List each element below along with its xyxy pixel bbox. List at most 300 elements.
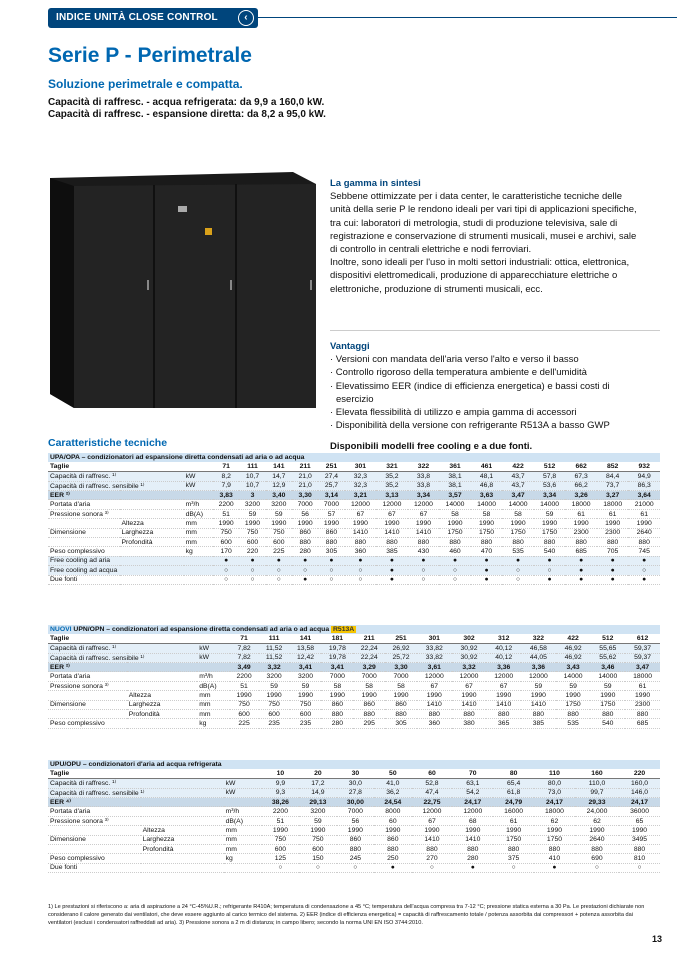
table-cell: 19,78 (321, 653, 353, 662)
table-cell: 1990 (230, 691, 259, 700)
table-cell: 24,17 (534, 798, 575, 807)
table-cell: 1410 (452, 700, 487, 709)
table-cell: 3,26 (565, 491, 597, 500)
table-cell: 1990 (597, 519, 629, 528)
table-cell: 1410 (486, 700, 521, 709)
table-cell: 2640 (628, 528, 660, 537)
table-cell: 150 (299, 854, 336, 863)
table-cell: 61 (625, 681, 660, 690)
table-cell: 3,83 (213, 491, 239, 500)
table-cell: 1410 (452, 835, 493, 844)
table-cell: 21,0 (292, 472, 318, 481)
table-cell: 41,0 (374, 779, 411, 788)
table-cell: 47,4 (412, 788, 453, 797)
table-cell: ● (534, 575, 566, 584)
table-cell: 1750 (471, 528, 503, 537)
table-cell: 750 (239, 528, 265, 537)
table-cell: 1750 (439, 528, 471, 537)
table-cell: 32,3 (345, 472, 377, 481)
table-cell: 67 (412, 816, 453, 825)
table-cell: 880 (337, 845, 374, 854)
table-cell: 1990 (628, 519, 660, 528)
table-cell: 53,6 (534, 481, 566, 490)
table-cell: 1410 (408, 528, 440, 537)
page-number: 13 (652, 934, 663, 944)
table-cell: 3,41 (290, 663, 322, 672)
table-cell: 880 (534, 538, 566, 547)
table-cell: 26,92 (385, 644, 417, 653)
table-cell: 880 (486, 710, 521, 719)
table-cell: 860 (385, 700, 417, 709)
table-cell: 1990 (262, 826, 299, 835)
table-cell: 12000 (452, 807, 493, 816)
table-cell: ○ (628, 566, 660, 575)
table-cell: 99,7 (575, 788, 619, 797)
table-cell: 880 (521, 710, 556, 719)
table-cell: 250 (374, 854, 411, 863)
table-cell: ○ (299, 863, 336, 872)
table-cell: 44,05 (521, 653, 556, 662)
table-cell: 225 (266, 547, 292, 556)
table-cell: 3200 (299, 807, 336, 816)
table-cell: 540 (590, 719, 625, 728)
table-row (48, 575, 660, 584)
table-cell: 46,92 (556, 644, 591, 653)
table-cell: ● (565, 556, 597, 565)
table-cell: 1990 (299, 826, 336, 835)
table-cell: 51 (230, 681, 259, 690)
taglia-cell: 932 (628, 462, 660, 471)
table-cell: ● (374, 863, 411, 872)
taglia-cell: 80 (493, 769, 534, 778)
table-cell: 750 (259, 700, 290, 709)
table-cell: 880 (292, 538, 318, 547)
table-cell: 67 (486, 681, 521, 690)
table-cell: 8000 (374, 807, 411, 816)
taglia-cell: 20 (299, 769, 336, 778)
table-cell: 40,12 (486, 653, 521, 662)
table-cell: 59 (556, 681, 591, 690)
table-cell: 305 (385, 719, 417, 728)
table-cell: ● (408, 556, 440, 565)
table-cell: 220 (239, 547, 265, 556)
table-cell: 1990 (625, 691, 660, 700)
table-cell: 59 (590, 681, 625, 690)
table-cell: 600 (239, 538, 265, 547)
table-cell: 24,17 (452, 798, 493, 807)
taglia-cell: 361 (439, 462, 471, 471)
table-cell: 29,13 (299, 798, 336, 807)
taglia-cell: 220 (619, 769, 660, 778)
table-cell: 10,7 (239, 481, 265, 490)
row-unit: m³/h (197, 672, 229, 681)
table-cell: 160,0 (619, 779, 660, 788)
table-cell: 59,37 (625, 644, 660, 653)
table-cell: 33,82 (417, 653, 452, 662)
table-cell: 600 (290, 710, 322, 719)
row-unit: mm (184, 538, 213, 547)
capacity-direct-expansion: Capacità di raffresc. - espansione diretta: da 8,2 a 95,0 kW. (48, 109, 326, 120)
table-cell: 705 (597, 547, 629, 556)
table-cell: ● (471, 556, 503, 565)
table-cell: 280 (452, 854, 493, 863)
row-unit: mm (184, 528, 213, 537)
table-cell: 860 (374, 835, 411, 844)
table-cell: ○ (266, 575, 292, 584)
table-row (48, 779, 660, 788)
table-cell: 1750 (493, 835, 534, 844)
capacity-chilled-water: Capacità di raffresc. - acqua refrigerata: da 9,9 a 160,0 kW. (48, 97, 325, 108)
table-cell: 21000 (628, 500, 660, 509)
table-cell: 880 (502, 538, 534, 547)
table-cell: ● (376, 575, 408, 584)
table-cell: 30,0 (337, 779, 374, 788)
table-cell: 750 (299, 835, 336, 844)
table-cell: 18000 (597, 500, 629, 509)
row-unit: mm (224, 835, 262, 844)
row-unit: kW (197, 653, 229, 662)
row-label: Altezza (141, 826, 224, 835)
table-cell: 1990 (590, 691, 625, 700)
taglia-cell: 301 (345, 462, 377, 471)
row-label: Capacità di raffresc. ¹⁾ (48, 472, 184, 481)
header-rule (258, 17, 677, 18)
taglia-cell: 512 (534, 462, 566, 471)
back-chevron-icon[interactable]: ‹ (238, 10, 254, 26)
table-cell: 1990 (239, 519, 265, 528)
table-cell: 750 (262, 835, 299, 844)
row-label: Portata d'aria (48, 672, 197, 681)
taglia-cell: 10 (262, 769, 299, 778)
table-row (48, 481, 660, 490)
table-cell: 12,42 (290, 653, 322, 662)
table-cell: ○ (318, 575, 344, 584)
table-cell: ● (213, 556, 239, 565)
table-cell: 18000 (534, 807, 575, 816)
table-cell: 1990 (292, 519, 318, 528)
table-section-title-cell (48, 453, 660, 462)
table-cell: 67,3 (565, 472, 597, 481)
refrigerant-badge: R513A (333, 626, 355, 634)
table-cell: 7000 (318, 500, 344, 509)
row-unit: mm (224, 826, 262, 835)
table-cell: 12000 (345, 500, 377, 509)
table-cell: 235 (290, 719, 322, 728)
row-label: Peso complessivo (48, 547, 184, 556)
row-label: Altezza (120, 519, 184, 528)
table-row (48, 807, 660, 816)
table-row (48, 663, 660, 672)
table-cell: ○ (262, 863, 299, 872)
table-section-title (48, 625, 660, 634)
section-header[interactable] (48, 8, 258, 28)
table-cell: 1410 (376, 528, 408, 537)
taglia-cell: 70 (452, 769, 493, 778)
taglia-cell: 322 (521, 634, 556, 643)
table-cell: 3,30 (292, 491, 318, 500)
table-cell: 38,1 (439, 472, 471, 481)
row-unit: mm (197, 710, 229, 719)
table-cell: 65,4 (493, 779, 534, 788)
table-cell: 21,0 (292, 481, 318, 490)
row-label: EER ²⁾ (48, 491, 184, 500)
table-cell: 1990 (412, 826, 453, 835)
taglia-cell: 321 (376, 462, 408, 471)
taglia-cell: 30 (337, 769, 374, 778)
table-cell: 1990 (318, 519, 344, 528)
table-cell: 1410 (521, 700, 556, 709)
table-cell: 67 (376, 509, 408, 518)
taglia-cell: 71 (213, 462, 239, 471)
table-cell: 55,65 (590, 644, 625, 653)
table-cell: 1990 (290, 691, 322, 700)
table-cell: 94,9 (628, 472, 660, 481)
table-cell: 3200 (266, 500, 292, 509)
table-cell: 125 (262, 854, 299, 863)
table-row (48, 845, 660, 854)
dimension-label (48, 538, 120, 547)
table-cell: 14,7 (266, 472, 292, 481)
table-cell: ● (452, 863, 493, 872)
table-cell: 12000 (376, 500, 408, 509)
taglia-cell: 60 (412, 769, 453, 778)
row-label: Free cooling ad acqua (48, 566, 184, 575)
table-cell: 380 (452, 719, 487, 728)
table-cell: ○ (502, 566, 534, 575)
table-cell: 3200 (259, 672, 290, 681)
table-cell: 3,36 (486, 663, 521, 672)
taglia-cell: 251 (385, 634, 417, 643)
table-cell: 880 (590, 710, 625, 719)
table-cell: 880 (318, 538, 344, 547)
table-cell: 470 (471, 547, 503, 556)
section-title: INDICE UNITÀ CLOSE CONTROL (56, 12, 218, 23)
table-cell: 880 (556, 710, 591, 719)
table-cell: 860 (337, 835, 374, 844)
table-cell: 880 (493, 845, 534, 854)
table-cell: ● (534, 863, 575, 872)
table-cell: ○ (408, 566, 440, 575)
table-cell: 12000 (412, 807, 453, 816)
taglia-cell: 852 (597, 462, 629, 471)
table-cell: 880 (321, 710, 353, 719)
table-cell: 235 (259, 719, 290, 728)
row-unit (184, 556, 213, 565)
table-cell: 68 (452, 816, 493, 825)
row-label: Larghezza (120, 528, 184, 537)
table-cell: 12000 (486, 672, 521, 681)
table-cell: 35,2 (376, 481, 408, 490)
vantaggi-item: · Elevata flessibilità di utilizzo e ampia gamma di accessori (330, 407, 577, 419)
table-cell: 745 (628, 547, 660, 556)
table-cell: ● (292, 556, 318, 565)
table-cell: 880 (439, 538, 471, 547)
disponibili-note: Disponibili modelli free cooling e a due fonti. (330, 441, 533, 452)
table-cell: 880 (575, 845, 619, 854)
table-cell: ● (534, 556, 566, 565)
table-cell: ○ (345, 575, 377, 584)
table-cell: 1750 (556, 700, 591, 709)
table-cell: 880 (565, 538, 597, 547)
table-cell: 360 (417, 719, 452, 728)
table-header-row (48, 769, 660, 778)
table-cell: 2300 (597, 528, 629, 537)
table-cell: 860 (292, 528, 318, 537)
row-label: Due fonti (48, 863, 224, 872)
row-unit: dB(A) (224, 816, 262, 825)
table-cell: 18000 (565, 500, 597, 509)
table-cell: 880 (452, 710, 487, 719)
divider (330, 330, 660, 331)
table-cell: 59 (534, 509, 566, 518)
table-cell: 1990 (452, 691, 487, 700)
table-cell: 690 (575, 854, 619, 863)
table-cell: 600 (259, 710, 290, 719)
table-cell: 1410 (345, 528, 377, 537)
row-label: Pressione sonora ³⁾ (48, 816, 224, 825)
dimension-label (48, 691, 127, 700)
table-cell: 810 (619, 854, 660, 863)
table-cell: 18000 (625, 672, 660, 681)
table-cell: 59 (299, 816, 336, 825)
table-cell: ○ (534, 566, 566, 575)
table-cell: 3,13 (376, 491, 408, 500)
table-cell: 860 (353, 700, 385, 709)
table-cell: 880 (353, 710, 385, 719)
table-cell: 880 (628, 538, 660, 547)
taglie-label: Taglie (48, 769, 262, 778)
table-cell: 17,2 (299, 779, 336, 788)
table-cell: 880 (417, 710, 452, 719)
row-label: Portata d'aria (48, 807, 224, 816)
table-cell: 13,58 (290, 644, 322, 653)
row-unit: mm (224, 845, 262, 854)
table-cell: 146,0 (619, 788, 660, 797)
row-unit: mm (197, 691, 229, 700)
row-unit (184, 491, 213, 500)
row-label: Capacità di raffresc. ¹⁾ (48, 779, 224, 788)
caratteristiche-heading: Caratteristiche tecniche (48, 437, 168, 449)
table-cell: 63,1 (452, 779, 493, 788)
row-label: Profondità (127, 710, 198, 719)
table-cell: 46,8 (471, 481, 503, 490)
table-cell: ● (376, 566, 408, 575)
taglie-label: Taglie (48, 634, 230, 643)
table-cell: 16000 (493, 807, 534, 816)
table-cell: 1990 (321, 691, 353, 700)
table-row (48, 528, 660, 537)
table-cell: 1750 (534, 528, 566, 537)
table-cell: ○ (239, 566, 265, 575)
row-label: Free cooling ad aria (48, 556, 184, 565)
table-cell: 12000 (521, 672, 556, 681)
table-cell: 600 (213, 538, 239, 547)
table-cell: 59 (266, 509, 292, 518)
taglie-label: Taglie (48, 462, 213, 471)
table-cell: 460 (439, 547, 471, 556)
table-cell: 58 (353, 681, 385, 690)
table-cell: 1410 (417, 700, 452, 709)
table-cell: 22,24 (353, 653, 385, 662)
taglia-cell: 71 (230, 634, 259, 643)
table-cell: ● (565, 575, 597, 584)
table-row (48, 538, 660, 547)
table-cell: 65 (619, 816, 660, 825)
table-cell: 1990 (534, 519, 566, 528)
table-cell: 66,2 (565, 481, 597, 490)
taglia-cell: 211 (292, 462, 318, 471)
footnotes: 1) Le prestazioni si riferiscono a: aria di aspirazione a 24 °C-45%U.R.; refrigerante R410A; temperatura di condensazione a 45 °C; temperatura dell'acqua compresa tra 7-12 °C; pressione statica esterna a 30 Pa. Le prestazioni dichiarate non considerano il calore generato dai ventilatori, che deve essere aggiunto al carico termico del sistema. 2) EER (indice di efficienza energetica) = capacità di raffrescamento totale / potenza assorbita dai compressori + potenza assorbita dai ventilatori (esclusi i condensatori raffreddati ad aria). 3) Pressione sonora a 2 m di distanza; in campo libero; secondo la norma UNI EN ISO 3744:2010. (48, 904, 645, 926)
table-cell: 375 (493, 854, 534, 863)
table-cell: ○ (619, 863, 660, 872)
table-cell: 270 (412, 854, 453, 863)
table-cell: 67 (345, 509, 377, 518)
table-cell: 62 (534, 816, 575, 825)
table-cell: 3,29 (353, 663, 385, 672)
taglia-cell: 301 (417, 634, 452, 643)
table-cell: ● (439, 556, 471, 565)
table-cell: 24,000 (575, 807, 619, 816)
taglia-cell: 111 (239, 462, 265, 471)
table-cell: 245 (337, 854, 374, 863)
dimension-label (48, 519, 120, 528)
table-cell: 1750 (590, 700, 625, 709)
table-header-row (48, 462, 660, 471)
table-row (48, 788, 660, 797)
table-row (48, 719, 660, 728)
taglia-cell: 422 (502, 462, 534, 471)
row-label: EER ⁴⁾ (48, 798, 224, 807)
row-unit (184, 566, 213, 575)
table-cell: 305 (318, 547, 344, 556)
table-cell: ● (318, 556, 344, 565)
vantaggi-item: · Controllo rigoroso della temperatura ambiente e dell'umidità (330, 367, 587, 379)
table-cell: 1990 (353, 691, 385, 700)
table-cell: 55,62 (590, 653, 625, 662)
table-cell: ● (376, 556, 408, 565)
row-unit: kg (197, 719, 229, 728)
table-cell: 3,46 (590, 663, 625, 672)
table-cell: 3,64 (628, 491, 660, 500)
table-cell: 3,47 (625, 663, 660, 672)
table-row (48, 835, 660, 844)
table-cell: 3200 (290, 672, 322, 681)
table-cell: 3,49 (230, 663, 259, 672)
table-section-title-cell (48, 625, 660, 634)
page-subtitle: Soluzione perimetrale e compatta. (48, 77, 243, 91)
taglia-cell: 322 (408, 462, 440, 471)
table-cell: 14000 (502, 500, 534, 509)
table-cell: 7000 (337, 807, 374, 816)
table-cell: ○ (337, 863, 374, 872)
table-cell: 1990 (439, 519, 471, 528)
table-cell: ○ (213, 566, 239, 575)
table-section-title (48, 453, 660, 462)
table-cell: 14000 (590, 672, 625, 681)
table-cell: 1750 (502, 528, 534, 537)
table-cell: 12000 (452, 672, 487, 681)
table-cell: 750 (266, 528, 292, 537)
table-cell: 880 (452, 845, 493, 854)
table-row (48, 547, 660, 556)
table-cell: 86,3 (628, 481, 660, 490)
table-cell: 36000 (619, 807, 660, 816)
table-cell: 14000 (556, 672, 591, 681)
row-label: Pressione sonora ³⁾ (48, 509, 184, 518)
table-cell: 24,79 (493, 798, 534, 807)
table-cell: 38,26 (262, 798, 299, 807)
table-cell: ○ (345, 566, 377, 575)
